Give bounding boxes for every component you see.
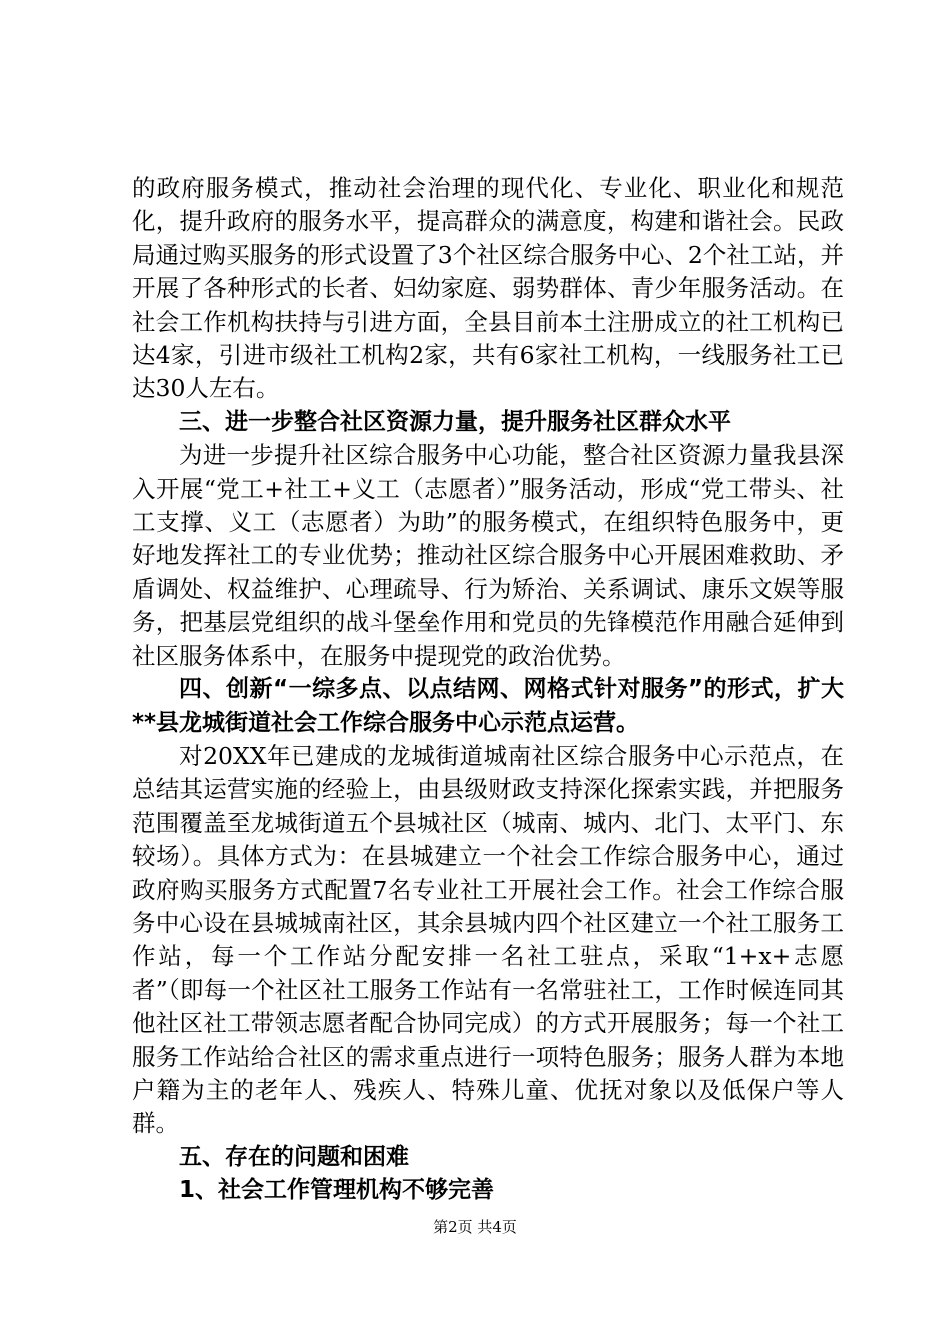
subsection-heading-5-1: 1、社会工作管理机构不够完善 bbox=[179, 1177, 495, 1204]
paragraph-section-4: 对20XX年已建成的龙城街道城南社区综合服务中心示范点，在总结其运营实施的经验上，由县级财政支持深化探索实践，并把服务范围覆盖至龙城街道五个县城社区（城南、城内、北门、太平门、东较场）。具体方式为：在县城建立一个社会工作综合服务中心，通过政府购买服务方式配置7名专业社工开展社会工作。社会工作综合服务中心设在县城城南社区，其余县城内四个社区建立一个社工服务工作站，每一个工作站分配安排一名社工驻点，采取“1+x+志愿者”（即每一个社区社工服务工作站有一名常驻社工，工作时候连同其他社区社工带领志愿者配合协同完成）的方式开展服务；每一个社工服务工作站给合社区的需求重点进行一项特色服务；服务人群为本地户籍为主的老年人、残疾人、特殊儿童、优抚对象以及低保户等人群。 bbox=[132, 741, 844, 1138]
section-heading-4: 四、创新“一综多点、以点结网、网格式针对服务”的形式，扩大**县龙城街道社会工作综合服务中心示范点运营。 bbox=[132, 676, 844, 736]
document-body bbox=[132, 172, 844, 1208]
paragraph-section-3: 为进一步提升社区综合服务中心功能，整合社区资源力量我县深入开展“党工+社工+义工（志愿者）”服务活动，形成“党工带头、社工支撑、义工（志愿者）为助”的服务模式，在组织特色服务中，更好地发挥社工的专业优势；推动社区综合服务中心开展困难救助、矛盾调处、权益维护、心理疏导、行为矫治、关系调试、康乐文娱等服务，把基层党组织的战斗堡垒作用和党员的先锋模范作用融合延伸到社区服务体系中，在服务中提现党的政治优势。 bbox=[132, 441, 844, 670]
section-heading-5: 五、存在的问题和困难 bbox=[179, 1143, 409, 1170]
section-heading-3: 三、进一步整合社区资源力量，提升服务社区群众水平 bbox=[179, 408, 731, 435]
page-footer: 第2页 共4页 bbox=[433, 1218, 517, 1236]
paragraph-continuation: 的政府服务模式，推动社会治理的现代化、专业化、职业化和规范化，提升政府的服务水平，提高群众的满意度，构建和谐社会。民政局通过购买服务的形式设置了3个社区综合服务中心、2个社工站，并开展了各种形式的长者、妇幼家庭、弱势群体、青少年服务活动。在社会工作机构扶持与引进方面，全县目前本土注册成立的社工机构已达4家，引进市级社工机构2家，共有6家社工机构，一线服务社工已达30人左右。 bbox=[132, 174, 844, 403]
